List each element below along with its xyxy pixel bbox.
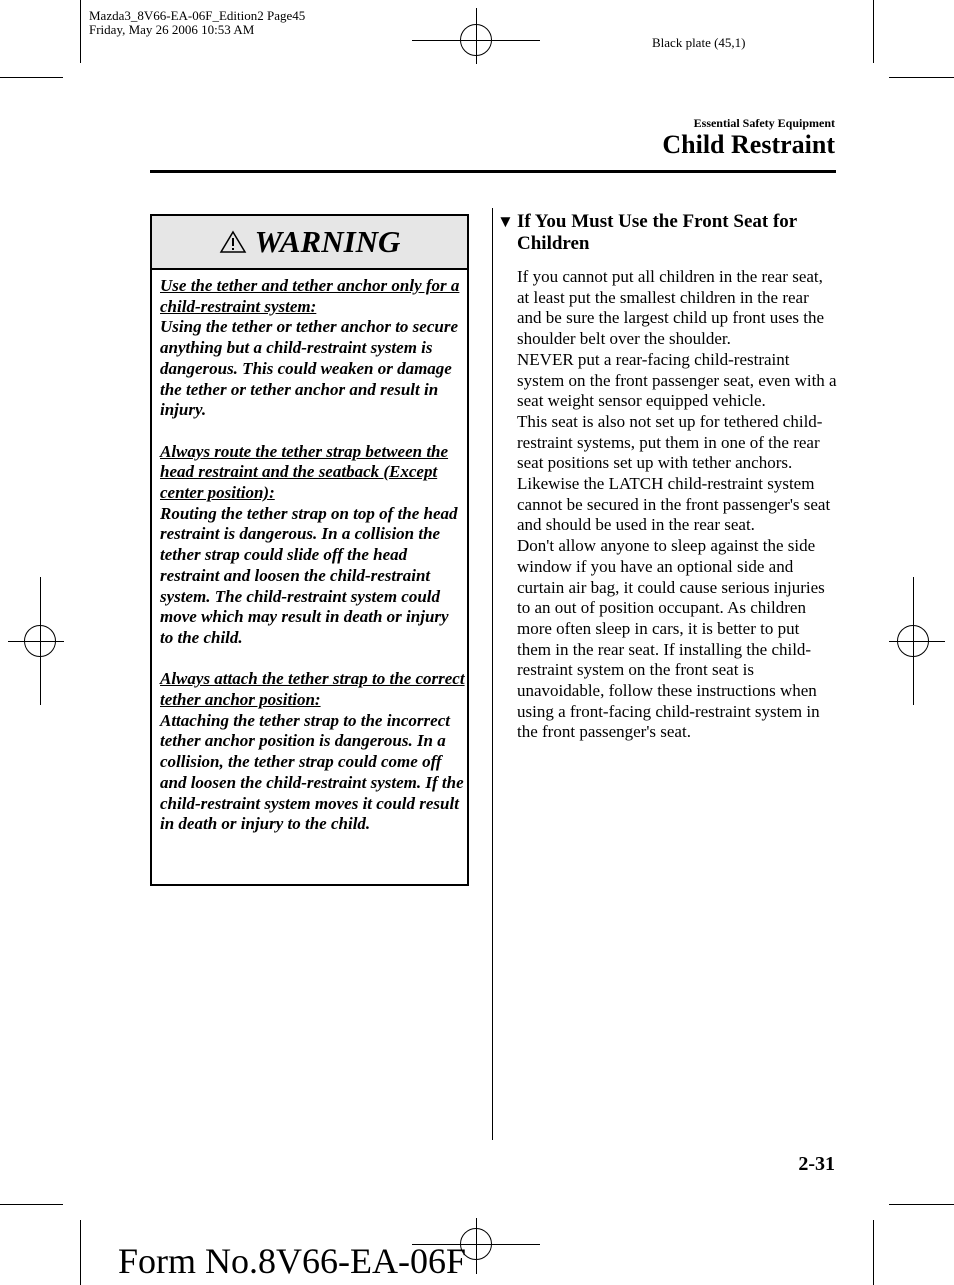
crop-mark: [80, 0, 81, 63]
registration-circle: [897, 625, 929, 657]
print-date-line: Friday, May 26 2006 10:53 AM: [89, 22, 255, 37]
warning-item-text: Attaching the tether strap to the incorrect tether anchor position is dangerous. In a collision, the tether strap could come off and loosen the child-restraint system. If the child-restraint system moves it could result in death or injury to the child.: [160, 710, 464, 834]
page-number: 2-31: [798, 1153, 835, 1175]
header-rule: [150, 170, 836, 173]
warning-item: [160, 669, 465, 835]
crop-mark: [873, 1220, 874, 1285]
warning-item: [160, 276, 465, 421]
warning-title: WARNING: [254, 224, 401, 259]
print-file-line: Mazda3_8V66-EA-06F_Edition2 Page45: [89, 8, 306, 23]
front-seat-body: [517, 267, 837, 743]
crop-mark: [80, 1220, 81, 1285]
body-paragraph: Don't allow anyone to sleep against the side window if you have an optional side and curtain air bag, it could cause serious injuries to an out of position occupant. As children more often sleep in cars, it is better to put them in the rear seat. If installing the child-restraint system on the front seat is unavoidable, follow these instructions when using a front-facing child-restraint system in the front passenger's seat.: [517, 536, 825, 742]
form-number: Form No.8V66-EA-06F: [118, 1241, 466, 1281]
print-plate: Black plate (45,1): [652, 35, 746, 50]
subsection-heading-text: If You Must Use the Front Seat for Children: [517, 211, 797, 254]
body-paragraph: Likewise the LATCH child-restraint system cannot be secured in the front passenger's seat and should be used in the rear seat.: [517, 474, 831, 535]
warning-item-heading: Always attach the tether strap to the correct tether anchor position:: [160, 669, 465, 710]
warning-triangle-icon: [219, 230, 247, 254]
crop-mark: [873, 0, 874, 63]
warning-item-text: Routing the tether strap on top of the head restraint is dangerous. In a collision the tether strap could slide off the head restraint and loosen the child-restraint system. The child-restraint system could move which may result in death or injury to the child.: [160, 503, 458, 647]
warning-body: [160, 276, 465, 856]
crop-mark: [889, 1204, 954, 1205]
subsection-heading: [497, 211, 837, 255]
page-title: Child Restraint: [662, 130, 835, 159]
crop-mark: [0, 77, 63, 78]
warning-item: [160, 442, 465, 649]
warning-header: [152, 216, 467, 270]
section-marker: ▼: [497, 212, 514, 231]
registration-circle: [24, 625, 56, 657]
warning-item-heading: Always route the tether strap between the head restraint and the seatback (Except center position):: [160, 441, 449, 503]
warning-item-text: Using the tether or tether anchor to secure anything but a child-restraint system is dangerous. This could weaken or damage the tether or tether anchor and result in injury.: [160, 317, 458, 420]
crop-mark: [0, 1204, 63, 1205]
section-label: Essential Safety Equipment: [693, 116, 835, 130]
warning-item-heading: Use the tether and tether anchor only for a child-restraint system:: [160, 276, 460, 316]
warning-box: [150, 214, 469, 886]
body-paragraph: This seat is also not set up for tethered child-restraint systems, put them in one of the rear seat positions set up with tether anchors.: [517, 411, 823, 473]
column-divider: [492, 208, 493, 1140]
registration-circle: [460, 24, 492, 56]
crop-mark: [889, 77, 954, 78]
body-paragraph: NEVER put a rear-facing child-restraint system on the front passenger seat, even with a seat weight sensor equipped vehicle.: [517, 349, 837, 411]
body-paragraph: If you cannot put all children in the rear seat, at least put the smallest children in the rear and be sure the largest child up front uses the shoulder belt over the shoulder.: [517, 267, 825, 349]
